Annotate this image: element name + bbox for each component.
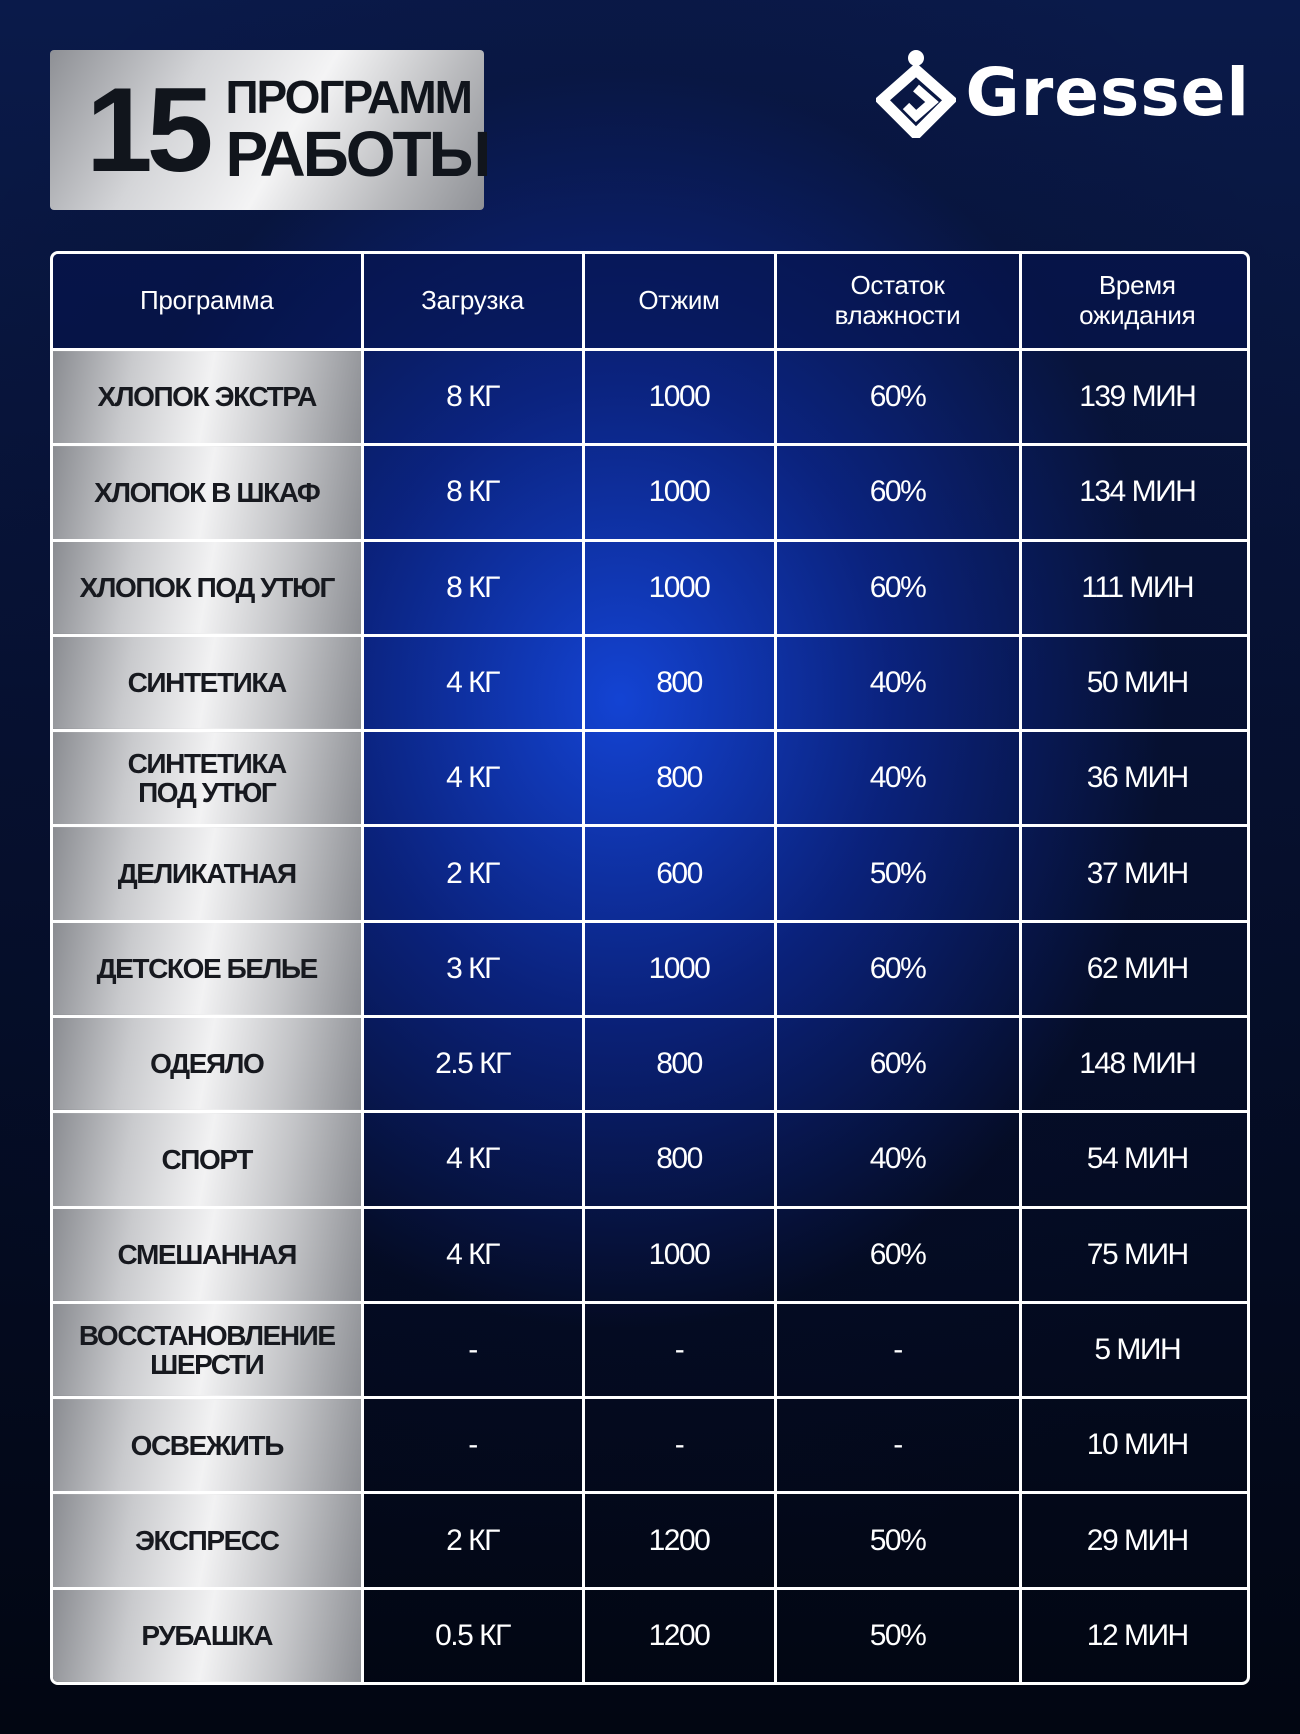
load-cell: 2.5 КГ [362, 1016, 583, 1111]
table-row [53, 1016, 1250, 1111]
load-cell: 4 КГ [362, 731, 583, 826]
spin-cell: 800 [583, 635, 775, 730]
duration-cell: 111 МИН [1020, 540, 1250, 635]
load-cell: 2 КГ [362, 826, 583, 921]
moisture-cell: 40% [775, 731, 1020, 826]
load-cell: 8 КГ [362, 540, 583, 635]
duration-cell: 54 МИН [1020, 1112, 1250, 1207]
program-name: ВОССТАНОВЛЕНИЕ ШЕРСТИ [53, 1302, 362, 1397]
program-name: СМЕШАННАЯ [53, 1207, 362, 1302]
load-cell: 4 КГ [362, 1207, 583, 1302]
spin-cell: 1000 [583, 540, 775, 635]
spin-cell: 1000 [583, 1207, 775, 1302]
duration-cell: 50 МИН [1020, 635, 1250, 730]
table-row [53, 826, 1250, 921]
duration-cell: 148 МИН [1020, 1016, 1250, 1111]
brand-name: Gressel [965, 54, 1250, 131]
load-cell: 2 КГ [362, 1493, 583, 1588]
header-duration: Время ожидания [1020, 254, 1250, 350]
duration-cell: 36 МИН [1020, 731, 1250, 826]
spin-cell: 1200 [583, 1493, 775, 1588]
moisture-cell: 60% [775, 350, 1020, 445]
duration-cell: 5 МИН [1020, 1302, 1250, 1397]
programs-grid [53, 254, 1250, 1682]
table-row [53, 1398, 1250, 1493]
table-row [53, 635, 1250, 730]
spin-cell: 1200 [583, 1588, 775, 1682]
duration-cell: 134 МИН [1020, 445, 1250, 540]
header-program: Программа [53, 254, 362, 350]
load-cell: 4 КГ [362, 1112, 583, 1207]
table-row [53, 1112, 1250, 1207]
program-name: ХЛОПОК ПОД УТЮГ [53, 540, 362, 635]
load-cell: 3 КГ [362, 921, 583, 1016]
moisture-cell: 60% [775, 1207, 1020, 1302]
duration-cell: 37 МИН [1020, 826, 1250, 921]
spin-cell: 600 [583, 826, 775, 921]
spin-cell: 800 [583, 1016, 775, 1111]
spin-cell: 1000 [583, 921, 775, 1016]
program-name: СИНТЕТИКА [53, 635, 362, 730]
moisture-cell: 50% [775, 1588, 1020, 1682]
spin-cell: 1000 [583, 445, 775, 540]
table-header-row [53, 254, 1250, 350]
table-row [53, 921, 1250, 1016]
duration-cell: 139 МИН [1020, 350, 1250, 445]
table-row [53, 350, 1250, 445]
moisture-cell: 60% [775, 921, 1020, 1016]
program-name: ОДЕЯЛО [53, 1016, 362, 1111]
table-row [53, 731, 1250, 826]
title-badge [50, 50, 489, 210]
moisture-cell: 40% [775, 1112, 1020, 1207]
load-cell: 4 КГ [362, 635, 583, 730]
header-load: Загрузка [362, 254, 583, 350]
load-cell: 0.5 КГ [362, 1588, 583, 1682]
moisture-cell: 50% [775, 1493, 1020, 1588]
moisture-cell: - [775, 1398, 1020, 1493]
program-name: ОСВЕЖИТЬ [53, 1398, 362, 1493]
load-cell: 8 КГ [362, 350, 583, 445]
table-row [53, 1588, 1250, 1682]
program-name: РУБАШКА [53, 1588, 362, 1682]
moisture-cell: 60% [775, 540, 1020, 635]
spin-cell: - [583, 1398, 775, 1493]
table-row [53, 1302, 1250, 1397]
gressel-mark-icon [876, 48, 956, 138]
duration-cell: 29 МИН [1020, 1493, 1250, 1588]
title-line-1: ПРОГРАММ [225, 71, 471, 123]
program-name: СИНТЕТИКА ПОД УТЮГ [53, 731, 362, 826]
title-number: 15 [86, 63, 208, 197]
program-name: ХЛОПОК ЭКСТРА [53, 350, 362, 445]
title-words [225, 71, 489, 190]
spin-cell: 800 [583, 1112, 775, 1207]
load-cell: 8 КГ [362, 445, 583, 540]
moisture-cell: 60% [775, 445, 1020, 540]
header-spin: Отжим [583, 254, 775, 350]
brand-logo [876, 48, 1250, 138]
program-name: ХЛОПОК В ШКАФ [53, 445, 362, 540]
duration-cell: 10 МИН [1020, 1398, 1250, 1493]
moisture-cell: 40% [775, 635, 1020, 730]
spin-cell: - [583, 1302, 775, 1397]
moisture-cell: - [775, 1302, 1020, 1397]
table-row [53, 1493, 1250, 1588]
moisture-cell: 50% [775, 826, 1020, 921]
duration-cell: 62 МИН [1020, 921, 1250, 1016]
spin-cell: 1000 [583, 350, 775, 445]
duration-cell: 12 МИН [1020, 1588, 1250, 1682]
load-cell: - [362, 1302, 583, 1397]
duration-cell: 75 МИН [1020, 1207, 1250, 1302]
table-row [53, 445, 1250, 540]
header-residual-moisture: Остаток влажности [775, 254, 1020, 350]
program-name: ДЕЛИКАТНАЯ [53, 826, 362, 921]
table-row [53, 540, 1250, 635]
program-name: ДЕТСКОЕ БЕЛЬЕ [53, 921, 362, 1016]
program-name: ЭКСПРЕСС [53, 1493, 362, 1588]
moisture-cell: 60% [775, 1016, 1020, 1111]
title-line-2: РАБОТЫ [225, 118, 489, 190]
program-name: СПОРТ [53, 1112, 362, 1207]
load-cell: - [362, 1398, 583, 1493]
programs-table [50, 251, 1250, 1685]
spin-cell: 800 [583, 731, 775, 826]
table-row [53, 1207, 1250, 1302]
